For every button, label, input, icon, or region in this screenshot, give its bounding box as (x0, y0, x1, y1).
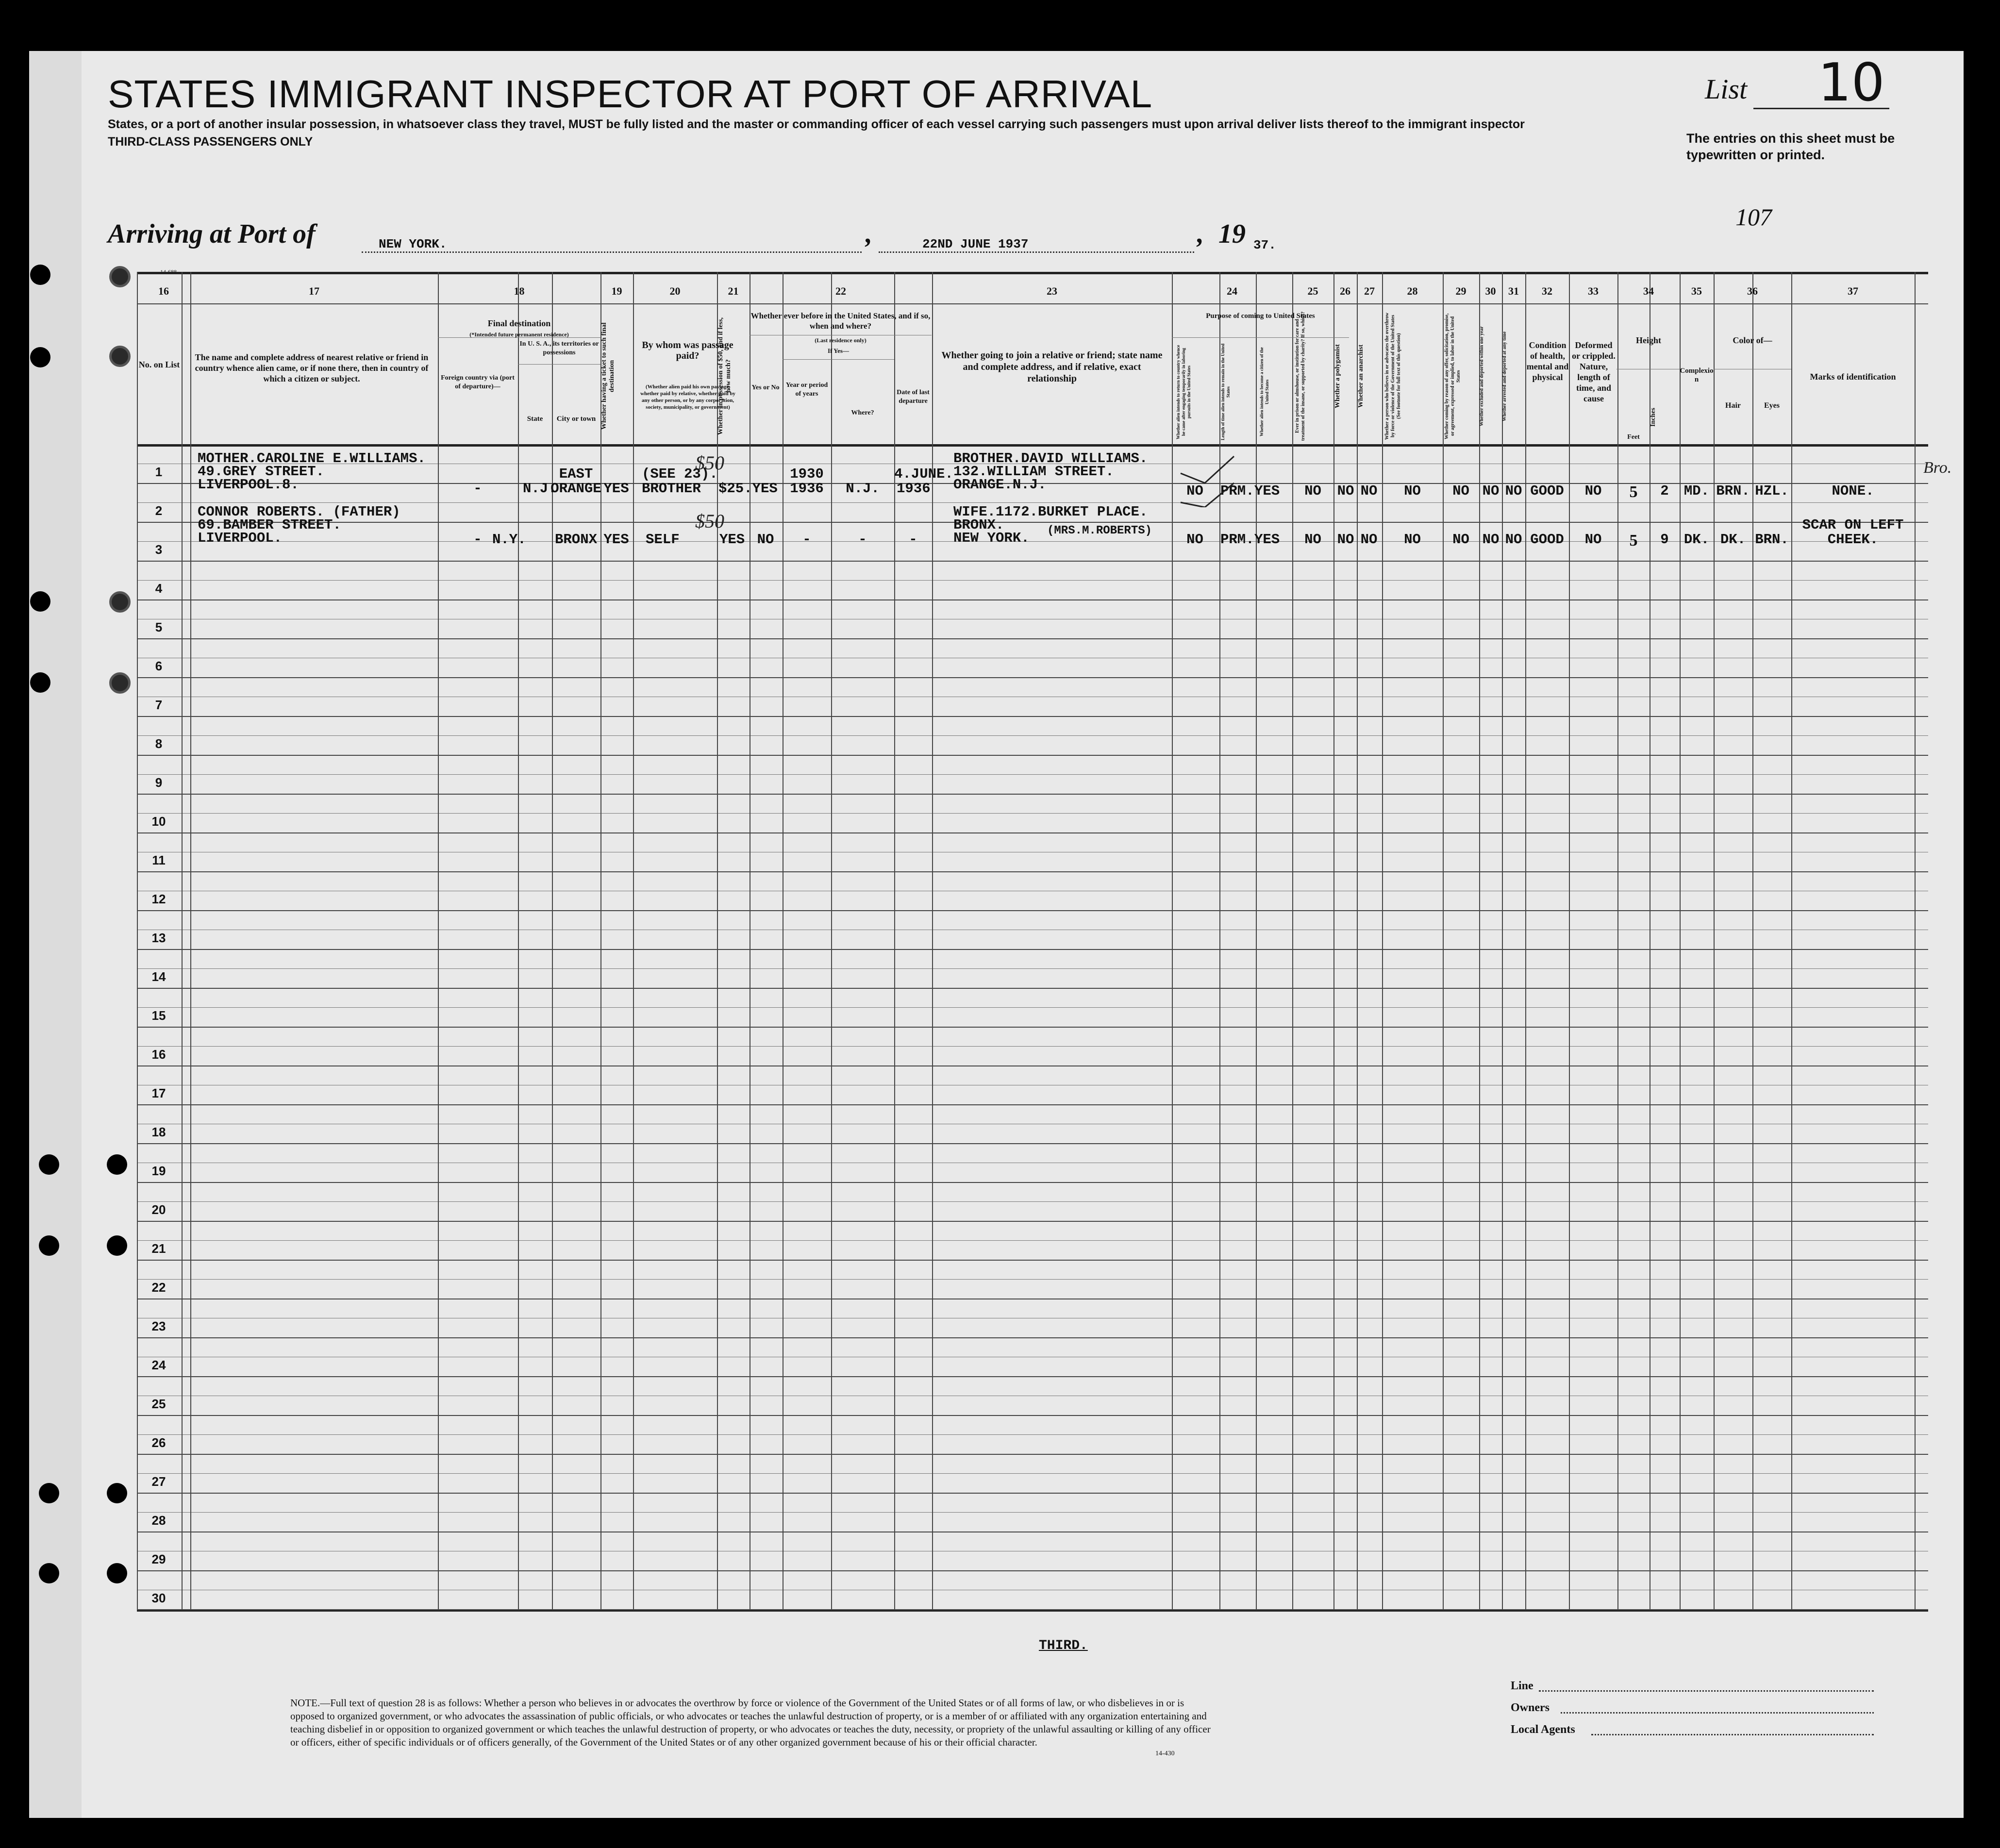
entry2-eyes: BRN. (1755, 532, 1789, 548)
entry1-join-line2: 132.WILLIAM STREET. (953, 464, 1114, 480)
entry2-q28: NO (1404, 532, 1421, 548)
entry1-excluded: NO (1482, 483, 1500, 499)
row-number: 23 (151, 1319, 166, 1333)
header-passage-paid: By whom was passage paid? (642, 340, 733, 361)
column-rule (1382, 272, 1383, 1609)
column-rule (1443, 272, 1444, 1609)
question28-note: NOTE.—Full text of question 28 is as follows: Whether a person who believes in or advocates the overthrow by force or violence of the Government of the United States or of all forms of law, or who disbelieves in or is opposed to organized government, or who advocates the assassination of public officials, or who advocates or teaches the unlawful destruction of property, or is a member of or affiliated with any organization entertaining and teaching disbelief in or opposition to organized government or which teaches the unlawful destruction of property, or who advocates or teaches the duty, necessity, or propriety of the unlawful assaulting or killing of any officer or officers, either of specific individuals or of officers generally, of the Government of the United States or of any other organized government because of his or their official character. (290, 1697, 1211, 1748)
subtitle-line: THIRD-CLASS PASSENGERS ONLY (108, 135, 313, 149)
row-rule (137, 1376, 1928, 1377)
class-label: THIRD. (1039, 1638, 1088, 1653)
entry2-before-year: - (802, 532, 811, 548)
column-rule (1525, 272, 1526, 1609)
entry2-before-date: - (909, 532, 917, 548)
punch-hole (109, 591, 131, 613)
header-health: Condition of health, mental and physical (1526, 340, 1569, 382)
entry2-state: N.Y. (492, 532, 526, 548)
row-half-rule (137, 1279, 1928, 1280)
row-rule (137, 1337, 1928, 1338)
header-feet: Feet (1627, 433, 1640, 441)
column-rule (1172, 272, 1173, 1609)
header-city: City or town (556, 415, 596, 423)
row-half-rule (137, 968, 1928, 969)
entry1-complexion: MD. (1683, 483, 1710, 499)
column-rule (438, 272, 439, 1609)
entry1-before-date-line2: 1936 (897, 481, 931, 497)
header-purpose-b: Length of time alien intends to remain in the United States (1220, 343, 1231, 441)
row-rule (137, 871, 1928, 872)
punch-hole (30, 591, 50, 612)
entry1-join-line3: ORANGE.N.J. (953, 477, 1047, 493)
handwritten-number: 107 (1735, 203, 1772, 231)
line-fill (1539, 1690, 1874, 1692)
column-number: 32 (1542, 285, 1552, 297)
header-usa: In U. S. A., its territories or possessions (519, 340, 599, 356)
column-number: 36 (1747, 285, 1758, 297)
entry2-health: GOOD (1530, 532, 1564, 548)
column-rule (518, 272, 519, 1609)
header-hair: Hair (1725, 401, 1741, 410)
column-number: 35 (1691, 285, 1702, 297)
header-purpose-a: Whether alien intends to return to country whence he came after engaging temporarily in laboring pursuits in the United States (1176, 345, 1191, 439)
punch-hole (107, 1483, 127, 1503)
entry2-foreign: - (473, 532, 482, 548)
column-rule (1714, 272, 1715, 1609)
row-rule (137, 522, 1928, 523)
row-number: 18 (151, 1125, 166, 1139)
header-list-no: No. on List (138, 360, 180, 369)
entry1-before-date-line1: 4.JUNE. (894, 466, 953, 482)
header-state: State (527, 415, 543, 423)
entry1-city-line2: ORANGE (550, 481, 601, 497)
row-number: 24 (151, 1358, 166, 1372)
row-half-rule (137, 1434, 1928, 1435)
punch-hole (30, 265, 50, 285)
header-departure: Date of last departure (897, 389, 930, 405)
entry2-excluded: NO (1482, 532, 1500, 548)
entry2-marks-line2: CHEEK. (1827, 532, 1879, 548)
entry2-relative-line2: 69.BAMBER STREET. (198, 517, 341, 533)
port-fill-line (362, 251, 862, 253)
row-number: 19 (151, 1164, 166, 1178)
row-rule (137, 1182, 1928, 1183)
column-number: 28 (1407, 285, 1418, 297)
row-rule (137, 1221, 1928, 1222)
column-number: 21 (728, 285, 739, 297)
entry2-paid: SELF (646, 532, 680, 548)
date-fill-line (879, 251, 1194, 253)
header-final-destination: Final destination (487, 318, 551, 328)
agents-fill (1591, 1734, 1874, 1735)
row-number: 4 (155, 581, 163, 596)
row-rule (137, 794, 1928, 795)
row-number: 8 (155, 736, 163, 751)
row-number: 15 (151, 1008, 166, 1023)
entry2-polygamist: NO (1337, 532, 1354, 548)
header-foreign-country: Foreign country via (port of departure)— (441, 374, 515, 390)
row-rule (137, 988, 1928, 989)
entry2-anarchist: NO (1360, 532, 1378, 548)
header-before-us: Whether ever before in the United States, and if so, when and where? (750, 311, 931, 331)
column-rule (190, 272, 191, 1609)
punch-hole (30, 347, 50, 367)
entry1-deformed: NO (1584, 483, 1602, 499)
header-relative: The name and complete address of nearest relative or friend in country whence alien came, or if none there, then in country of which a citizen or subject. (195, 352, 429, 383)
entry2-relative-line1: CONNOR ROBERTS. (FATHER) (198, 504, 400, 520)
header-arrested: Whether arrested and deported at any time (1502, 331, 1507, 421)
row-number: 20 (151, 1202, 166, 1217)
entry2-inches: 9 (1660, 532, 1669, 548)
header-q28: Whether a person who believes in or advocates the overthrow by force or violence of the Government of the United States (See footnote for full text of this question) (1384, 313, 1401, 440)
entry2-city: BRONX (554, 532, 597, 548)
entry2-return: NO (1186, 532, 1203, 548)
entry1-anarchist: NO (1360, 483, 1378, 499)
column-number: 17 (309, 285, 319, 297)
row-rule (137, 910, 1928, 911)
header-eyes: Eyes (1764, 401, 1780, 410)
entry2-join-line3: NEW YORK. (953, 530, 1030, 546)
column-rule (831, 272, 832, 1609)
manifest-table (137, 272, 1952, 1609)
entry2-hair: DK. (1720, 532, 1746, 548)
row-number: 30 (151, 1591, 166, 1605)
row-rule (137, 949, 1928, 950)
column-number: 27 (1364, 285, 1375, 297)
entry1-hair: BRN. (1716, 483, 1750, 499)
comma: , (866, 219, 872, 249)
entry2-feet: 5 (1629, 532, 1638, 549)
punch-hole (39, 1235, 59, 1256)
row-rule (137, 832, 1928, 833)
row-number: 29 (151, 1552, 166, 1566)
comma: , (1197, 219, 1204, 249)
entry1-foreign: - (473, 481, 482, 497)
subtitle-line: States, or a port of another insular possession, in whatsoever class they travel, MUST be fully listed and the master or commanding officer of each vessel carrying such passengers must upon arrival deliver lists thereof to the immigrant inspector (108, 117, 1525, 131)
row-rule (137, 638, 1928, 639)
form-code-top: 14-688 (160, 268, 177, 275)
year-suffix: 37. (1253, 238, 1276, 252)
row-number: 21 (151, 1241, 166, 1256)
column-rule (1256, 272, 1257, 1609)
entry1-arrested: NO (1505, 483, 1522, 499)
header-marks: Marks of identification (1810, 372, 1896, 382)
table-rule (137, 272, 1928, 274)
table-rule (137, 444, 1928, 447)
row-number: 26 (151, 1435, 166, 1450)
row-half-rule (137, 1473, 1928, 1474)
header-if-yes: If Yes— (828, 347, 849, 354)
entry1-join-line1: BROTHER.DAVID WILLIAMS. (953, 450, 1148, 466)
column-number: 20 (669, 285, 681, 297)
entry2-citizen: YES (1254, 532, 1280, 548)
entry2-deformed: NO (1584, 532, 1602, 548)
header-height: Height (1636, 335, 1661, 345)
row-rule (137, 755, 1928, 756)
column-rule (1680, 272, 1681, 1609)
row-half-rule (137, 1240, 1928, 1241)
column-number: 30 (1485, 285, 1496, 297)
entry2-relative-line3: LIVERPOOL. (198, 530, 283, 546)
entry2-marks-line1: SCAR ON LEFT (1802, 517, 1904, 533)
tick-marks (1176, 454, 1239, 507)
header-complexion: Complexion (1680, 367, 1714, 383)
column-number: 25 (1307, 285, 1318, 297)
row-rule (137, 1143, 1928, 1144)
column-rule (1357, 272, 1358, 1609)
arriving-label: Arriving at Port of (108, 219, 316, 249)
entry1-before-year-line1: 1930 (790, 466, 824, 482)
row-number: 1 (155, 465, 163, 479)
entry2-labor: NO (1452, 532, 1469, 548)
punch-hole (39, 1563, 59, 1583)
header-yes-no: Yes or No (751, 384, 780, 391)
entry1-health: GOOD (1530, 483, 1564, 499)
entry1-length: PRM. (1220, 483, 1254, 499)
entry1-paid-line1: (SEE 23). (642, 466, 718, 482)
row-rule (137, 561, 1928, 562)
column-number: 18 (514, 285, 525, 297)
row-number: 3 (155, 542, 163, 557)
header-fifty: Whether in possession of $50, and if less, how much? (717, 317, 732, 435)
header-excluded: Whether excluded and deported within one year (1479, 326, 1484, 426)
entry1-feet: 5 (1629, 483, 1638, 501)
row-half-rule (137, 735, 1928, 736)
entry2-length: PRM. (1220, 532, 1254, 548)
owners-label: Owners (1511, 1701, 1550, 1714)
entry1-state: N.J. (523, 481, 557, 497)
column-number: 34 (1643, 285, 1654, 297)
header-color: Color of— (1733, 335, 1772, 345)
header-passage-note: (Whether alien paid his own passage, whether paid by relative, whether paid by any other person, or by any corporation, society, municipality, or government) (640, 384, 735, 410)
column-rule (633, 272, 634, 1609)
column-rule (1617, 272, 1618, 1609)
entry1-relative-line1: MOTHER.CAROLINE E.WILLIAMS. (198, 450, 426, 466)
entry2-join-line2: BRONX. (953, 517, 1004, 533)
typewritten-note: The entries on this sheet must be typewritten or printed. (1686, 131, 1895, 162)
entry2-complexion: DK. (1683, 532, 1710, 548)
row-number: 22 (151, 1280, 166, 1295)
header-join: Whether going to join a relative or friend; state name and complete address, and if relative, exact relationship (941, 350, 1163, 384)
column-number: 23 (1047, 285, 1057, 297)
margin-handwriting: Bro. (1923, 459, 1952, 477)
row-number: 12 (151, 892, 166, 906)
column-number: 16 (158, 285, 169, 297)
entry2-join-line1: WIFE.1172.BURKET PLACE. (953, 504, 1148, 520)
row-half-rule (137, 813, 1928, 814)
form-subtitle (108, 116, 1637, 150)
row-half-rule (137, 774, 1928, 775)
row-number: 14 (151, 969, 166, 984)
header-year: Year or period of years (785, 382, 828, 398)
punch-hole (109, 346, 131, 367)
entry1-marks: NONE. (1832, 483, 1874, 499)
header-anarchist: Whether an anarchist (1357, 344, 1365, 408)
entry1-relative-line2: 49.GREY STREET. (198, 464, 325, 480)
arrival-date: 22ND JUNE 1937 (922, 237, 1029, 251)
entry1-city-line1: EAST (559, 466, 593, 482)
row-number: 9 (155, 775, 163, 790)
row-rule (137, 1454, 1928, 1455)
column-number: 37 (1848, 285, 1858, 297)
row-rule (137, 1609, 1928, 1610)
column-number: 29 (1455, 285, 1467, 297)
header-prison: Ever in prison or almshouse, or institution for care and treatment of the insane, or supported by charity? If so, which? (1295, 311, 1306, 441)
row-rule (137, 1027, 1928, 1028)
row-number: 11 (152, 853, 166, 867)
row-number: 7 (155, 698, 163, 712)
row-rule (137, 1104, 1928, 1105)
column-rule (182, 272, 183, 1609)
entry1-return: NO (1186, 483, 1203, 499)
punch-hole (107, 1154, 127, 1175)
entry1-eyes: HZL. (1755, 483, 1789, 499)
punch-hole (109, 672, 131, 694)
header-final-destination-note: (*Intended future permanent residence) (469, 331, 569, 338)
punch-hole (107, 1235, 127, 1256)
table-rule (137, 303, 1928, 304)
row-rule (137, 599, 1928, 600)
row-rule (137, 677, 1928, 678)
column-number: 33 (1588, 285, 1599, 297)
year-prefix: 19 (1218, 219, 1246, 249)
column-number: 19 (611, 285, 622, 297)
column-rule (1292, 272, 1293, 1609)
header-deformed: Deformed or crippled. Nature, length of time, and cause (1572, 340, 1616, 403)
column-rule (1333, 272, 1334, 1609)
column-rule (1479, 272, 1480, 1609)
entry1-ticket: YES (603, 481, 629, 497)
header-polygamist: Whether a polygamist (1334, 344, 1341, 408)
line-label: Line (1511, 1680, 1533, 1692)
row-half-rule (137, 1512, 1928, 1513)
row-number: 16 (151, 1047, 166, 1062)
handwritten-money-row1: $50 (695, 452, 724, 474)
row-number: 5 (155, 620, 163, 634)
row-rule (137, 1260, 1928, 1261)
entry2-arrested: NO (1505, 532, 1522, 548)
entry2-join-note: (MRS.M.ROBERTS) (1047, 524, 1152, 537)
entry1-relative-line3: LIVERPOOL.8. (198, 477, 299, 493)
entry2-before-where: - (858, 532, 867, 548)
punch-hole (107, 1563, 127, 1583)
entry1-fifty: $25.YES (718, 481, 778, 497)
row-rule (137, 1493, 1928, 1494)
row-rule (137, 1415, 1928, 1416)
entry1-q28: NO (1404, 483, 1421, 499)
column-rule (137, 272, 138, 1609)
header-before-us-note: (Last residence only) (815, 337, 867, 344)
header-purpose: Purpose of coming to United States (1206, 312, 1315, 320)
row-rule (137, 1570, 1928, 1571)
entry1-paid-line2: BROTHER (642, 481, 701, 497)
entry1-before-year-line2: 1936 (790, 481, 824, 497)
row-number: 2 (155, 503, 163, 518)
form-title: STATES IMMIGRANT INSPECTOR AT PORT OF ARRIVAL (108, 72, 1153, 116)
header-labor: Whether coming by reason of any offer, solicitation, promise, or agreement, expressed or implied, to labor in the United States (1444, 313, 1461, 439)
form-code-bottom: 14-430 (1155, 1750, 1175, 1757)
entry1-citizen: YES (1254, 483, 1280, 499)
column-number: 26 (1340, 285, 1350, 297)
column-rule (1791, 272, 1792, 1609)
row-half-rule (137, 1007, 1928, 1008)
entry1-before-where: N.J. (846, 481, 880, 497)
entry1-labor: NO (1452, 483, 1469, 499)
header-where: Where? (851, 409, 874, 416)
header-ticket: Whether having a ticket to such final destination (600, 322, 616, 430)
header-inches: Inches (1650, 408, 1657, 427)
punch-hole (30, 672, 50, 693)
agents-label: Local Agents (1511, 1723, 1575, 1736)
row-half-rule (137, 1046, 1928, 1047)
row-number: 28 (151, 1513, 166, 1528)
column-rule (1502, 272, 1503, 1609)
column-number: 31 (1508, 285, 1519, 297)
row-number: 10 (151, 814, 166, 829)
sub-rule (783, 359, 894, 360)
column-number: 22 (835, 285, 846, 297)
entry2-fifty: YES (719, 532, 745, 548)
arrival-port: NEW YORK. (379, 237, 447, 251)
entry1-prison: NO (1304, 483, 1321, 499)
row-half-rule (137, 502, 1928, 503)
row-number: 6 (155, 659, 163, 673)
entry1-polygamist: NO (1337, 483, 1354, 499)
row-half-rule (137, 1201, 1928, 1202)
column-rule (1915, 272, 1916, 1609)
row-number: 25 (151, 1397, 166, 1411)
list-number: 10 (1818, 52, 1885, 113)
entry2-before-yesno: NO (757, 532, 774, 548)
row-number: 17 (151, 1086, 166, 1100)
entry2-ticket: YES (603, 532, 629, 548)
punch-hole (109, 266, 131, 287)
handwritten-money-row2: $50 (695, 510, 724, 532)
owners-fill (1561, 1712, 1874, 1714)
punch-hole (39, 1483, 59, 1503)
binding-margin (29, 51, 82, 1818)
list-label: List (1705, 73, 1748, 105)
row-half-rule (137, 580, 1928, 581)
column-number: 24 (1227, 285, 1237, 297)
entry2-prison: NO (1304, 532, 1321, 548)
column-rule (1752, 272, 1753, 1609)
sub-rule (518, 364, 600, 365)
row-rule (137, 716, 1928, 717)
entry1-inches: 2 (1660, 483, 1669, 499)
punch-hole (39, 1154, 59, 1175)
column-rule (1569, 272, 1570, 1609)
row-number: 27 (151, 1474, 166, 1489)
header-purpose-c: Whether alien intends to become a citizen of the United States (1259, 347, 1269, 437)
row-number: 13 (151, 931, 166, 945)
